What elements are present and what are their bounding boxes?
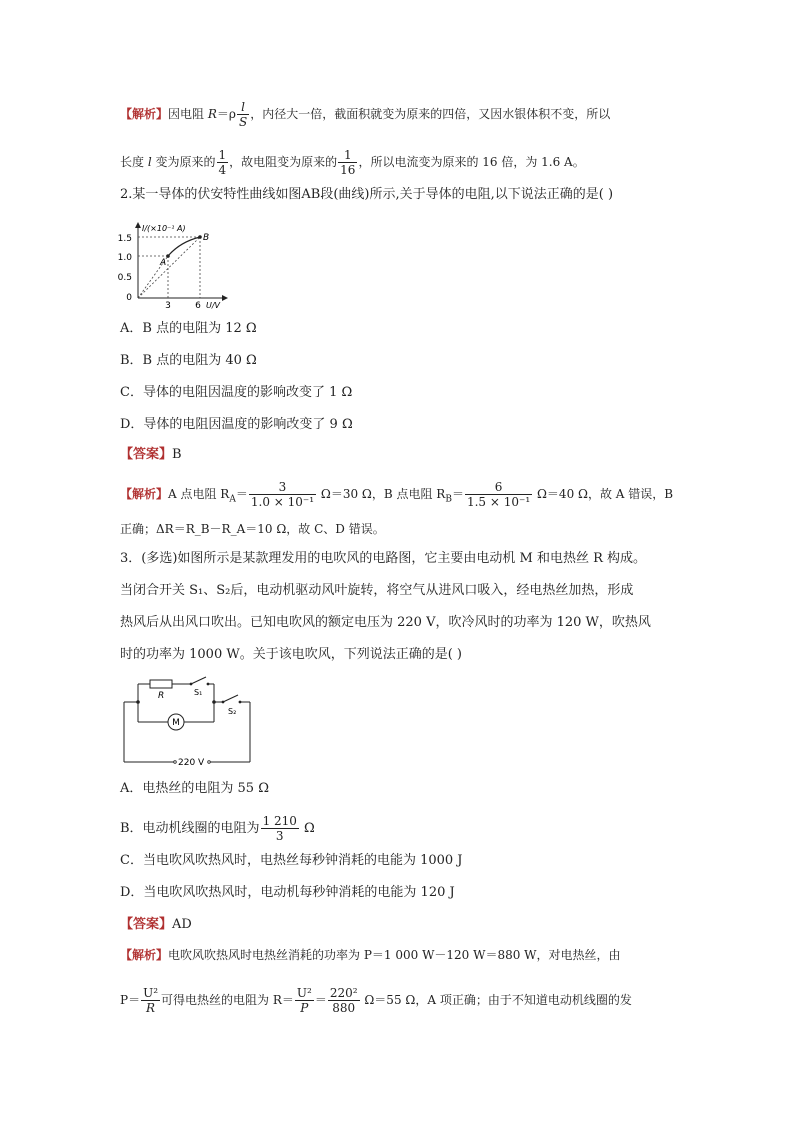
q3-option-a: A．电热丝的电阻为 55 Ω: [120, 781, 269, 796]
answer-tag: 【答案】: [120, 447, 173, 462]
analysis-tag: 【解析】: [120, 487, 169, 501]
motor-label: M: [172, 718, 180, 728]
x-tick-label: 3: [165, 301, 171, 310]
fraction: $\frac{1}{4}$: [218, 148, 227, 177]
y-tick-label: 1.5: [118, 234, 132, 244]
point-b-label: B: [203, 233, 210, 243]
fraction: $\frac{1}{16}$: [340, 148, 356, 177]
q2-option-c: C．导体的电阻因温度的影响改变了 1 Ω: [120, 385, 353, 400]
voltage-label: 220 V: [178, 758, 205, 768]
q3-stem-line3: 热风后从出风口吹出。已知电吹风的额定电压为 220 V，吹冷风时的功率为 120 W，吹热风: [120, 615, 651, 630]
q2-analysis-line2: 正确；ΔR＝R_B－R_A＝10 Ω，故 C、D 错误。: [120, 522, 385, 536]
q2-option-a: A．B 点的电阻为 12 Ω: [120, 321, 257, 336]
fraction: $\frac{\text{U²}}{R}$: [143, 986, 159, 1015]
q3-stem-line2: 当闭合开关 S₁、S₂后，电动机驱动风叶旋转，将空气从进风口吸入，经电热丝加热，形成: [120, 583, 634, 598]
q3-stem-line1: 3．(多选)如图所示是某款理发用的电吹风的电路图，它主要由电动机 M 和电热丝 R 构成。: [120, 551, 647, 566]
point-a: [166, 254, 170, 258]
analysis-tag: 【解析】: [120, 948, 169, 962]
fraction: $\frac{l}{S}$: [238, 100, 248, 129]
fraction: $\frac{1 210}{3}$: [262, 814, 297, 843]
prev-analysis-line2: 长度 l 变为原来的 $\frac{1}{4}$ ，故电阻变为原来的 $\frac{1}{16}$ ，所以电流变为原来的 16 倍，为 1.6 A。: [120, 148, 585, 177]
q3-analysis-line2: P＝ $\frac{\text{U²}}{R}$ 可得电热丝的电阻为 R＝ $\frac{\text{U²}}{P}$ ＝ $\frac{\text{220²}}{880}$ Ω＝55 Ω，A 项正确；由于不知道电动机线圈的发: [120, 986, 632, 1015]
switch-s1: [191, 677, 206, 684]
q3-circuit-diagram: [118, 672, 258, 772]
q3-stem-line4: 时的功率为 1000 W。关于该电吹风，下列说法正确的是( ): [120, 647, 462, 662]
q3-option-d: D．当电吹风吹热风时，电动机每秒钟消耗的电能为 120 J: [120, 885, 455, 900]
fraction: $\frac{6}{\text{1.5 × 10⁻¹}}$: [466, 480, 531, 509]
point-a-label: A: [160, 258, 167, 268]
q3-option-c: C．当电吹风吹热风时，电热丝每秒钟消耗的电能为 1000 J: [120, 853, 463, 868]
resistor-label: R: [158, 691, 165, 701]
q2-option-b: B．B 点的电阻为 40 Ω: [120, 353, 257, 368]
prev-analysis-line1: 【解析】因电阻 R＝ρ $\frac{l}{S}$ ，内径大一倍，截面积就变为原来的四倍，又因水银体积不变，所以: [120, 100, 611, 129]
answer-tag: 【答案】: [120, 917, 173, 932]
q2-option-d: D．导体的电阻因温度的影响改变了 9 Ω: [120, 417, 353, 432]
q2-iv-graph: [118, 220, 228, 310]
switch-s2-label: S₂: [228, 707, 237, 716]
y-tick-label: 1.0: [118, 253, 132, 263]
x-tick-label: 6: [195, 301, 201, 310]
switch-s2: [223, 695, 238, 702]
q3-answer: 【答案】AD: [120, 917, 192, 932]
fraction: $\frac{\text{220²}}{880}$: [329, 986, 358, 1015]
q2-answer: 【答案】B: [120, 447, 182, 462]
y-tick-label: 0.5: [118, 273, 132, 283]
y-axis-label: I/(×10⁻¹ A): [142, 224, 186, 233]
q2-stem: 2.某一导体的伏安特性曲线如图AB段(曲线)所示,关于导体的电阻,以下说法正确的是( ): [120, 187, 614, 202]
q2-analysis-line1: 【解析】A 点电阻 $R_A=$ $\frac{3}{\text{1.0 × 10⁻¹}}$ Ω＝30 Ω，B 点电阻 $R_B=$ $\frac{6}{\text{1.5 × 10⁻¹}}$ Ω＝40 Ω，故 A 错误，B: [120, 480, 674, 509]
fraction: $\frac{\text{U²}}{P}$: [296, 986, 312, 1015]
point-b: [198, 235, 202, 239]
resistor-r: [150, 680, 172, 688]
x-axis-label: U/V: [206, 301, 221, 310]
q3-analysis-line1: 【解析】电吹风吹热风时电热丝消耗的功率为 P＝1 000 W－120 W＝880 W，对电热丝，由: [120, 948, 621, 962]
analysis-tag: 【解析】: [120, 107, 169, 121]
fraction: $\frac{3}{\text{1.0 × 10⁻¹}}$: [250, 480, 315, 509]
y-tick-label: 0: [126, 293, 132, 303]
switch-s1-label: S₁: [194, 688, 203, 697]
q3-option-b: B．电动机线圈的电阻为 $\frac{1 210}{3}$ Ω: [120, 814, 315, 843]
